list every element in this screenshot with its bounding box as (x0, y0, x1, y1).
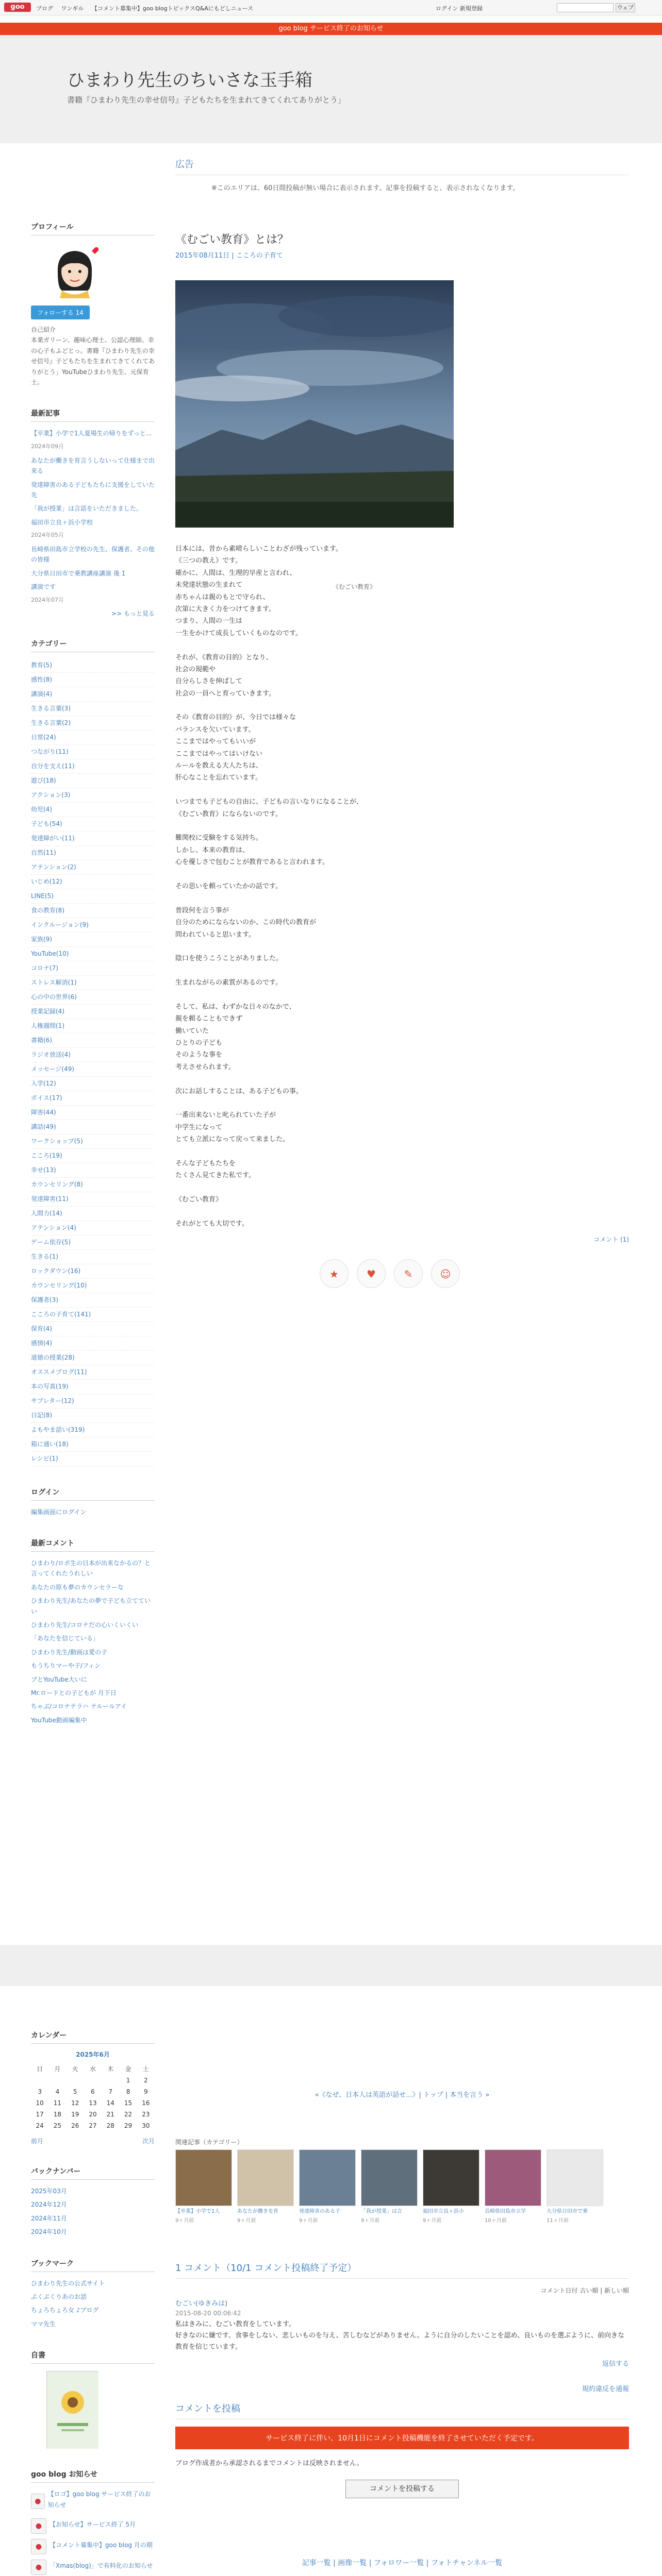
category-link[interactable]: 講演(4) (31, 687, 155, 702)
recent-comment-link[interactable]: もうちりマーや子/フィン (31, 1662, 101, 1670)
related-thumb[interactable] (547, 2149, 603, 2225)
related-thumb-image[interactable] (547, 2149, 603, 2206)
entry-body: 日本には、昔から素晴らしいことわざが残っています。 《三つの教え》です。 確かに、人間は、生理的早産と言われ、 未発達状態の生まれて 赤ちゃんは親のもとで守られ、 次第に大きく力をつけてきます。 つまり、人間の一生は 一生をかけて成長していくものなのです。 それが、《教育の目的》となり、 社会の規範や 自分らしさを伸ばして 社会の一員へと育っていきます。 その《教育の目的》が、今日では様々な バランスを欠いています。 ここまではやってもいいが ここまではやってはいけない ルールを教える大人たちは、 肝心なことを忘れています。 いつまでも子どもの自由に、子どもの言いなりになることが、 《むごい教育》にならないのです。 難関校に受験をする気持ち。 しかし、本来の教育は、 心を優しさで包むことが教育であると言われます。 その思いを頼っていたかの話です。 普段何を言う事が 自分のためにならないのか、この時代の教育が 問われていると思います。 陰口を使うこうことがありました。 生まれながらの素質があるのです。 そして、私は、わずかな日々のなかで、 親を頼ることもできず 働いていた ひとりの子ども そのような事を 考えさせられます。 次にお話しすることは、ある子どもの事。 一番出来ないと叱られていた子が 中学生になって とても立派になって戻って来ました。 そんな子どもたちを たくさん見てきた私です。 《むごい教育》 それがとても大切です。 (175, 545, 363, 1228)
calendar-day: 20 (89, 2111, 97, 2118)
category-link[interactable]: 授業記録(4) (31, 1005, 155, 1019)
calendar-day: 7 (108, 2088, 113, 2095)
top-link-wangiru[interactable]: ワンギル (61, 5, 84, 12)
calendar-weekday: 水 (89, 2065, 96, 2073)
category-link[interactable]: 家族(9) (31, 933, 155, 947)
goo-news-link[interactable]: 【ロゴ】goo blog サービス終了のお知らせ (47, 2490, 151, 2509)
calendar-day: 16 (142, 2099, 150, 2107)
related-thumb-date: 9ヶ月前 (175, 2218, 194, 2224)
calendar-weekday: 日 (37, 2065, 43, 2073)
related-thumb-image[interactable] (237, 2149, 294, 2206)
goo-news-title: goo blog お知らせ (31, 2469, 155, 2483)
category-link[interactable]: ラジオ放送(4) (31, 1048, 155, 1062)
book-title: 自書 (31, 2350, 155, 2364)
category-link[interactable]: 教育(5) (31, 658, 155, 673)
related-thumb-image[interactable] (485, 2149, 541, 2206)
bookmark-link[interactable]: ちょろちょろ女 ♪ブログ (31, 2307, 99, 2314)
related-thumbnails (175, 2149, 629, 2225)
recent-comments-list (31, 1558, 155, 1725)
search-button[interactable]: ウェブ (616, 3, 635, 12)
calendar-month: 2025年6月 (76, 2051, 110, 2058)
goo-logo[interactable]: goo (4, 3, 31, 12)
related-thumb-title[interactable]: 福田市立良ヶ浜小 (423, 2209, 464, 2214)
post-note: ブログ作成者から承認されるまでコメントは反映されません。 (175, 2460, 363, 2468)
recent-comment-link[interactable]: ひまわり先生/動画は愛の子 (31, 1648, 108, 1656)
news-icon: ● (31, 2494, 45, 2509)
related-thumb-image[interactable] (423, 2149, 479, 2206)
calendar-day: 4 (55, 2088, 60, 2095)
bookmark-title: ブックマーク (31, 2258, 155, 2272)
reply-link[interactable]: 返信する (602, 2360, 629, 2368)
goo-news-link[interactable]: 「Xmas(blog)」で有料化のお知らせ (49, 2562, 153, 2569)
category-link[interactable]: 日記(8) (31, 1409, 155, 1423)
related-thumb-date: 9ヶ月前 (299, 2218, 318, 2224)
category-link[interactable]: 自分を支え(11) (31, 759, 155, 774)
calendar-day: 1 (126, 2077, 130, 2084)
related-thumb-title[interactable]: 【卒業】小学で1人 (175, 2209, 220, 2214)
calendar-weekday: 木 (107, 2065, 114, 2073)
reaction-smile-button[interactable]: ☺ (431, 1259, 460, 1288)
related-thumb[interactable] (423, 2149, 479, 2225)
recent-post-link[interactable]: 【卒業】小学で1人夏場生の帰りをずっと... (31, 430, 152, 437)
calendar-day: 19 (71, 2111, 79, 2118)
calendar-week (31, 2120, 155, 2131)
category-link[interactable]: 人間力(14) (31, 1207, 155, 1221)
recent-comment-link[interactable]: ブとYouTube大いに (31, 1675, 87, 1683)
calendar-day: 12 (71, 2099, 79, 2107)
calendar-day (84, 2075, 102, 2086)
search-input[interactable] (557, 3, 614, 12)
avatar (46, 242, 103, 298)
bookmark-link[interactable]: ぷくぷくりあのお話 (31, 2293, 87, 2300)
category-link[interactable]: 自然(11) (31, 846, 155, 860)
category-link[interactable]: アテンション(4) (31, 1221, 155, 1235)
category-link[interactable]: 子ども(54) (31, 817, 155, 832)
category-link[interactable]: YouTube(10) (31, 947, 155, 961)
related-thumb-title[interactable]: 「我が授業」は言 (361, 2209, 402, 2214)
calendar-day: 6 (91, 2088, 95, 2095)
calendar-day: 24 (36, 2122, 44, 2129)
calendar-day (48, 2075, 66, 2086)
category-link[interactable]: コロナ(7) (31, 961, 155, 976)
recent-post-link[interactable]: 長崎県田島市立学校の先生、保護者、その他の皆様 (31, 546, 155, 564)
calendar-day: 9 (144, 2088, 148, 2095)
category-link[interactable]: アクション(3) (31, 788, 155, 803)
reaction-heart-button[interactable]: ♥ (357, 1259, 386, 1288)
goo-news-section (31, 2469, 155, 2575)
category-section (31, 638, 155, 1466)
calendar-day: 25 (53, 2122, 62, 2129)
calendar-day: 23 (142, 2111, 150, 2118)
related-thumb-date: 10ヶ月前 (485, 2218, 507, 2224)
category-link[interactable]: こころの子育て(141) (31, 1308, 155, 1322)
recent-post-date: 2024年05月 (31, 532, 64, 539)
reaction-star-button[interactable]: ★ (320, 1259, 349, 1288)
entry-date[interactable]: 2015年08月11日 | こころの子育て (175, 252, 283, 260)
login-links[interactable]: ログイン 新規登録 (436, 5, 483, 12)
category-link[interactable]: 遊び(18) (31, 774, 155, 788)
calendar-title: カレンダー (31, 2030, 155, 2044)
profile-title: プロフィール (31, 222, 155, 235)
calendar-day: 10 (36, 2099, 44, 2107)
calendar-week (31, 2097, 155, 2109)
related-thumb[interactable] (485, 2149, 541, 2225)
recent-post-date: 2024年09月 (31, 443, 64, 450)
recent-comment-link[interactable]: ひまわり/ロボ生の日本が出来なかるの？と言ってくれたうれしい (31, 1560, 151, 1578)
backnumber-section (31, 2166, 155, 2238)
calendar-weekday: 火 (72, 2065, 78, 2073)
recent-comments-section (31, 1538, 155, 1725)
category-link[interactable]: 発達障害(11) (31, 1192, 155, 1207)
category-link[interactable]: 講話(49) (31, 1120, 155, 1134)
top-link-blog[interactable]: ブログ (36, 5, 53, 12)
related-thumb-title[interactable]: 長崎県田島市立学 (485, 2209, 526, 2214)
photo-caption: 《むごい教育》 (333, 583, 376, 590)
category-link[interactable]: アテンション(2) (31, 860, 155, 875)
comment-date: 2015-08-20 00:06:42 (175, 2310, 241, 2317)
recent-post-link[interactable]: あなたが働きを育言うしないって仕様まで出来る (31, 456, 155, 475)
sidebar-lower (31, 2030, 155, 2576)
category-link[interactable]: 日常(24) (31, 731, 155, 745)
category-link[interactable]: メッセージ(49) (31, 1062, 155, 1077)
login-title: ログイン (31, 1487, 155, 1501)
category-link[interactable]: 本の写真(19) (31, 1380, 155, 1394)
calendar-day (31, 2075, 48, 2086)
category-link[interactable]: 感情(4) (31, 1336, 155, 1351)
category-list (31, 658, 155, 1466)
recent-post-link[interactable]: 大分県日田市で乗教講座講演 後 1 (31, 569, 126, 577)
top-link-news[interactable]: 【コメント募集中】goo blogトピックスQ&Aにもどしニュース (91, 5, 254, 12)
calendar-day: 15 (124, 2099, 133, 2107)
goo-news-link[interactable]: 【お知らせ】サービス終了 5月 (49, 2520, 136, 2528)
related-thumb-date: 11ヶ月前 (547, 2218, 569, 2224)
book-section (31, 2350, 155, 2448)
report-link[interactable]: 規約違反を通報 (582, 2385, 629, 2394)
related-thumb[interactable] (299, 2149, 356, 2225)
blog-title[interactable]: ひまわり先生のちいさな玉手箱 (67, 70, 312, 91)
calendar-week (31, 2086, 155, 2097)
calendar-day: 28 (106, 2122, 114, 2129)
comments-heading: 1 コメント（10/1 コメント投稿終了予定） (175, 2261, 629, 2279)
related-thumb-title[interactable]: あなたが働きを育 (237, 2209, 278, 2214)
related-title: 関連記事（カテゴリー） (175, 2139, 243, 2146)
recent-posts-title: 最新記事 (31, 408, 155, 422)
related-thumb-image[interactable] (361, 2149, 418, 2206)
category-link[interactable]: 生きる言葉(2) (31, 716, 155, 731)
category-link[interactable]: 保育(4) (31, 1322, 155, 1336)
recent-comments-title: 最新コメント (31, 1538, 155, 1552)
category-link[interactable]: 人権週間(1) (31, 1019, 155, 1033)
recent-comment-link[interactable]: ちゃぶ/コロナテラハ テルールアイ (31, 1703, 127, 1710)
avatar-illustration (46, 242, 103, 298)
post-comment-heading: コメントを投稿 (175, 2401, 629, 2419)
related-thumb-date: 9ヶ月前 (237, 2218, 256, 2224)
category-link[interactable]: カウンセリング(8) (31, 1178, 155, 1192)
category-link[interactable]: 道徳の授業(28) (31, 1351, 155, 1365)
profile-section (31, 222, 155, 387)
calendar-day: 11 (53, 2099, 62, 2107)
category-link[interactable]: カウンセリング(10) (31, 1279, 155, 1293)
recent-comment-link[interactable]: あなたの原も夢のカウンセラーな (31, 1583, 124, 1591)
category-title: カテゴリー (31, 638, 155, 652)
recent-post-link[interactable]: 講演です (31, 583, 56, 591)
calendar-day: 22 (124, 2111, 133, 2118)
blog-subtitle: 書籍『ひまわり先生の幸せ信号』子どもたちを生まれてきてくれてありがとう」 (67, 95, 346, 105)
recent-comment-link[interactable]: YouTube動画編集中 (31, 1716, 87, 1724)
category-link[interactable]: ゲーム依存(5) (31, 1235, 155, 1250)
comment-author[interactable]: むごい(ゆきみは) (175, 2300, 228, 2308)
recent-more-link[interactable]: >> もっと見る (111, 609, 155, 617)
reaction-pen-button[interactable]: ✎ (394, 1259, 423, 1288)
separator-band (0, 1945, 662, 1986)
category-link[interactable]: 障害(44) (31, 1106, 155, 1120)
comment-body: 私はきみに、むごい教育をしています。 好きなのに嫌です、食事をしない、悲しいものを与え、苦しむなどがありません。ように自分のしたいことを認め、良いものを選ぶように、前向きな教育を信じています。 (175, 2320, 625, 2351)
calendar-day: 30 (142, 2122, 150, 2129)
calendar-day: 8 (126, 2088, 130, 2095)
main-content (175, 157, 629, 1288)
recent-post-link[interactable]: 発達障害のある子どもたちに支援をしていた先 (31, 481, 155, 499)
bookmark-link[interactable]: ひまわり先生の公式サイト (31, 2279, 105, 2287)
category-link[interactable]: ボイス(17) (31, 1091, 155, 1106)
calendar-section (31, 2030, 155, 2145)
entry-pager[interactable]: «《なぜ、日本人は英語が話せ...》| トップ | 本当を言う » (315, 2091, 490, 2099)
backnumber-link[interactable]: 2024年10月 (31, 2228, 67, 2236)
calendar-week (31, 2075, 155, 2086)
calendar-prev-link[interactable]: 前月 (31, 2138, 44, 2145)
calendar-day: 14 (106, 2099, 114, 2107)
login-section (31, 1487, 155, 1517)
top-links (36, 4, 259, 12)
news-icon: ● (31, 2539, 46, 2554)
category-link[interactable]: 生きる言葉(3) (31, 702, 155, 716)
category-link[interactable]: 書籍(6) (31, 1033, 155, 1048)
calendar-day: 5 (73, 2088, 77, 2095)
category-link[interactable]: ストレス解消(1) (31, 976, 155, 990)
bookmark-section (31, 2258, 155, 2330)
entry-photo[interactable] (175, 280, 454, 528)
comment-sort[interactable]: コメント日付 古い順 | 新しい順 (540, 2287, 629, 2294)
category-link[interactable]: ロックダウン(16) (31, 1264, 155, 1279)
calendar-table (31, 2063, 155, 2131)
related-thumb[interactable] (361, 2149, 418, 2225)
related-thumb[interactable] (175, 2149, 232, 2225)
recent-comment-link[interactable]: ひまわり先生/あなたの夢で子ども立てていい (31, 1597, 151, 1615)
calendar-weekday: 金 (125, 2065, 131, 2073)
book-cover-illustration (47, 2371, 98, 2449)
category-link[interactable]: レシピ(1) (31, 1452, 155, 1466)
category-link[interactable]: こころ(19) (31, 1149, 155, 1163)
entry-title[interactable]: 《むごい教育》とは？ (175, 233, 289, 246)
category-link[interactable]: オススメブログ(11) (31, 1365, 155, 1380)
backnumber-title: バックナンバー (31, 2166, 155, 2180)
category-link[interactable]: 入学(12) (31, 1077, 155, 1091)
calendar-nav (31, 2137, 155, 2145)
recent-post-date: 2024年07月 (31, 596, 64, 603)
service-end-notice[interactable]: goo blog サービス終了のお知らせ (0, 23, 662, 35)
category-link[interactable]: よもやま話い(319) (31, 1423, 155, 1437)
backnumber-link[interactable]: 2025年03月 (31, 2188, 67, 2195)
category-link[interactable]: ワークショップ(5) (31, 1134, 155, 1149)
comment-count-link[interactable]: コメント (1) (593, 1236, 629, 1244)
profile-subheading: 自己紹介 (31, 326, 56, 333)
admin-login-link[interactable]: 編集画面にログイン (31, 1508, 87, 1516)
top-bar (0, 0, 662, 15)
category-link[interactable]: つながり(11) (31, 745, 155, 759)
follow-button[interactable]: フォローする 14 (31, 306, 90, 319)
news-icon: ● (31, 2518, 46, 2534)
category-link[interactable]: 生きる(1) (31, 1250, 155, 1264)
reaction-buttons (175, 1259, 629, 1288)
recent-comment-link[interactable]: 「あなたを信じている」 (31, 1635, 100, 1642)
calendar-day (102, 2075, 119, 2086)
ad-note: ※このエリアは、60日間投稿が無い場合に表示されます。記事を投稿すると、表示されなくなります。 (211, 184, 520, 192)
category-link[interactable]: 箱に通い(18) (31, 1437, 155, 1452)
recent-comment-link[interactable]: ひまわり先生/コロナだの心いくいくい (31, 1621, 139, 1629)
related-thumb-title[interactable]: 発達障害のある子 (299, 2209, 340, 2214)
post-warning[interactable]: サービス終了に伴い、10月1日にコメント投稿機能を終了させていただく予定です。 (175, 2427, 629, 2449)
related-thumb-image[interactable] (299, 2149, 356, 2206)
category-link[interactable]: 発達障がい(11) (31, 832, 155, 846)
category-link[interactable]: いじめ(12) (31, 875, 155, 889)
calendar-weekday: 土 (142, 2065, 149, 2073)
calendar-day (67, 2075, 84, 2086)
calendar-day: 17 (36, 2111, 44, 2118)
related-thumb-date: 9ヶ月前 (361, 2218, 380, 2224)
recent-post-link[interactable]: 「我が授業」は言語をいただきました。 (31, 505, 143, 513)
recent-posts-section (31, 408, 155, 617)
category-link[interactable]: 心の中の世界(6) (31, 990, 155, 1005)
profile-text: 本業ガリーン、趣味心理士、公認心理師。幸の心子もふどとっ。書籍『ひまわり先生の幸せ信号』子どもたちを生まれてきてくれてありがとう」YouTubeひまわり先生、元保育士。 (31, 336, 155, 386)
footer-nav[interactable]: 記事一覧 | 画像一覧 | フォロワー一覧 | フォトチャンネル一覧 (302, 2559, 503, 2568)
bookmark-link[interactable]: ママ先生 (31, 2320, 56, 2328)
related-thumb-title[interactable]: 大分県日田市で乗 (547, 2209, 588, 2214)
calendar-body (31, 2075, 155, 2131)
main-lower (175, 2089, 629, 2576)
category-link[interactable]: 保護者(3) (31, 1293, 155, 1308)
backnumber-link[interactable]: 2024年11月 (31, 2214, 67, 2222)
category-link[interactable]: 幼児(4) (31, 803, 155, 817)
calendar-day: 18 (53, 2111, 62, 2118)
blog-header (0, 35, 662, 143)
calendar-day: 26 (71, 2122, 79, 2129)
calendar-week (31, 2109, 155, 2120)
category-link[interactable]: 食の教育(8) (31, 904, 155, 918)
ad-heading: 広告 (175, 157, 629, 175)
calendar-next-link[interactable]: 次月 (142, 2138, 155, 2145)
backnumber-link[interactable]: 2024年12月 (31, 2201, 67, 2209)
calendar-weekday: 月 (54, 2065, 61, 2073)
related-thumb-date: 9ヶ月前 (423, 2218, 442, 2224)
calendar-day: 2 (144, 2077, 148, 2084)
related-thumb-image[interactable] (175, 2149, 232, 2206)
recent-post-link[interactable]: 福田市立良ヶ浜小学校 (31, 518, 93, 526)
landscape-photo (175, 280, 454, 528)
category-link[interactable]: 幸せ(13) (31, 1163, 155, 1178)
category-link[interactable]: インクルージョン(9) (31, 918, 155, 933)
calendar-day: 13 (89, 2099, 97, 2107)
calendar-day: 29 (124, 2122, 133, 2129)
category-link[interactable]: 感性(8) (31, 673, 155, 687)
goo-news-link[interactable]: 【コメント募集中】goo blog 月の期 (49, 2541, 153, 2549)
calendar-day: 21 (106, 2111, 114, 2118)
news-icon: ● (31, 2560, 46, 2575)
recent-comment-link[interactable]: Mr.ロードとの子どもが 月下日 (31, 1689, 117, 1697)
calendar-day: 3 (38, 2088, 42, 2095)
calendar-head (31, 2063, 155, 2075)
sidebar (31, 222, 155, 1746)
post-comment-button[interactable]: コメントを投稿する (345, 2480, 459, 2498)
book-cover-image[interactable] (46, 2371, 98, 2448)
related-thumb[interactable] (237, 2149, 294, 2225)
category-link[interactable]: サブレター(12) (31, 1394, 155, 1409)
category-link[interactable]: LINE(5) (31, 889, 155, 904)
calendar-day: 27 (89, 2122, 97, 2129)
